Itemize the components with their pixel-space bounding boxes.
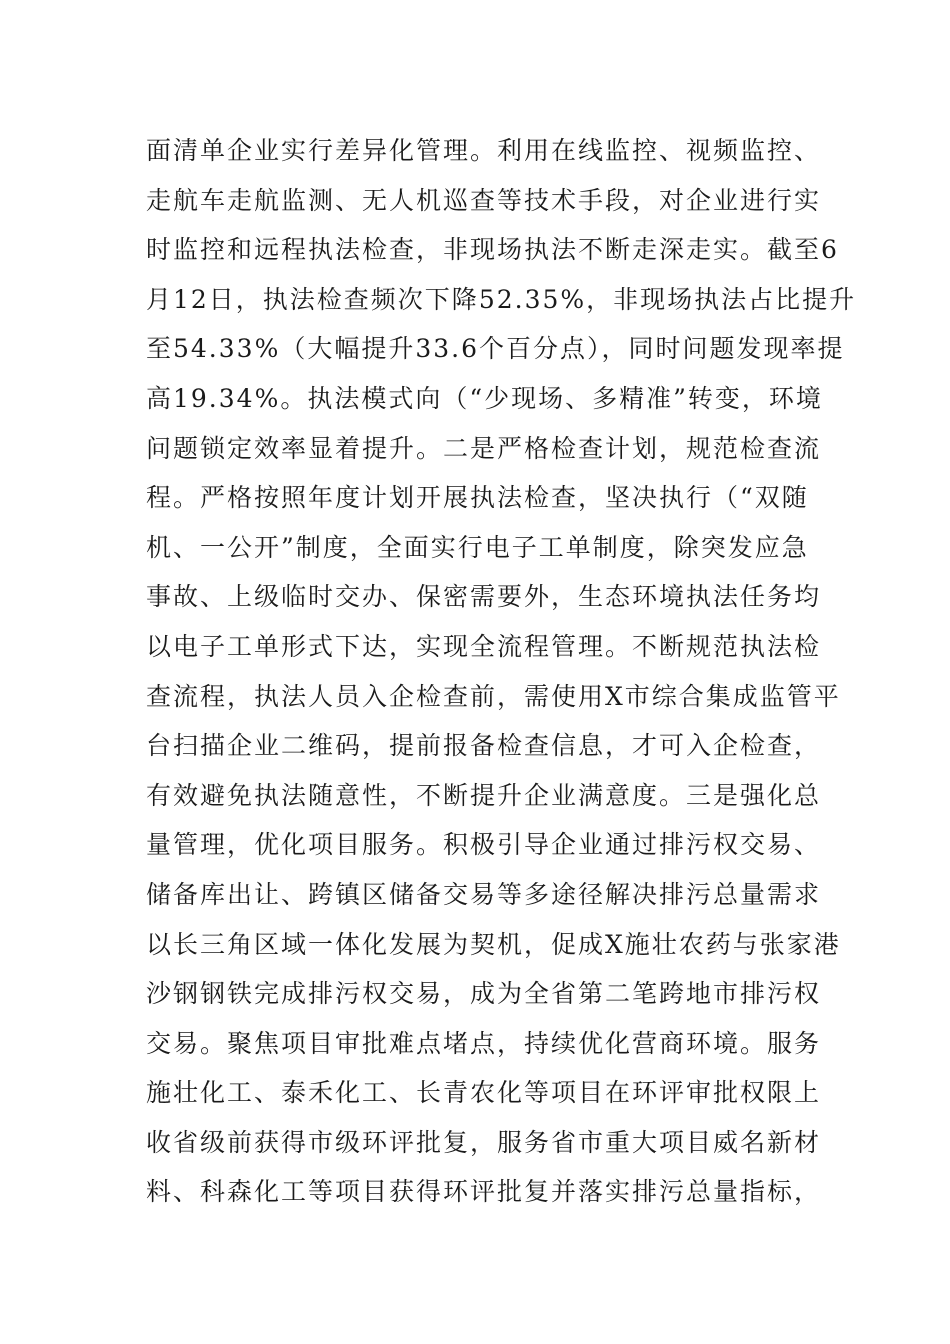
text-line: 交易。聚焦项目审批难点堵点，持续优化营商环境。服务 <box>146 1028 822 1058</box>
text-line: 储备库出让、跨镇区储备交易等多途径解决排污总量需求 <box>146 879 822 909</box>
text-line: 施壮化工、泰禾化工、长青农化等项目在环评审批权限上 <box>146 1078 822 1108</box>
text-line: 至54.33%（大幅提升33.6个百分点），同时问题发现率提 <box>146 334 845 364</box>
text-line: 时监控和远程执法检查，非现场执法不断走深走实。截至6 <box>146 235 839 265</box>
text-line: 面清单企业实行差异化管理。利用在线监控、视频监控、 <box>146 136 822 165</box>
body-text <box>146 126 857 1217</box>
text-line: 月12日，执法检查频次下降52.35%，非现场执法占比提升 <box>146 284 857 314</box>
text-line: 以电子工单形式下达，实现全流程管理。不断规范执法检 <box>146 631 822 661</box>
text-line: 程。严格按照年度计划开展执法检查，坚决执行（“双随 <box>146 483 809 513</box>
text-line: 有效避免执法随意性，不断提升企业满意度。三是强化总 <box>146 780 822 810</box>
text-line: 沙钢钢铁完成排污权交易，成为全省第二笔跨地市排污权 <box>146 979 822 1009</box>
text-line: 以长三角区域一体化发展为契机，促成X施壮农药与张家港 <box>146 929 841 959</box>
text-line: 料、科森化工等项目获得环评批复并落实排污总量指标， <box>146 1177 822 1207</box>
text-line: 收省级前获得市级环评批复，服务省市重大项目威名新材 <box>146 1127 822 1157</box>
text-line: 查流程，执法人员入企检查前，需使用X市综合集成监管平 <box>146 681 841 711</box>
text-line: 台扫描企业二维码，提前报备检查信息，才可入企检查， <box>146 731 822 761</box>
text-line: 量管理，优化项目服务。积极引导企业通过排污权交易、 <box>146 830 822 860</box>
text-line: 走航车走航监测、无人机巡查等技术手段，对企业进行实 <box>146 185 822 215</box>
text-line: 机、一公开”制度，全面实行电子工单制度，除突发应急 <box>146 532 809 562</box>
text-line: 高19.34%。执法模式向（“少现场、多精准”转变，环境 <box>146 383 823 413</box>
text-line: 事故、上级临时交办、保密需要外，生态环境执法任务均 <box>146 582 822 612</box>
text-line: 问题锁定效率显着提升。二是严格检查计划，规范检查流 <box>146 433 822 463</box>
